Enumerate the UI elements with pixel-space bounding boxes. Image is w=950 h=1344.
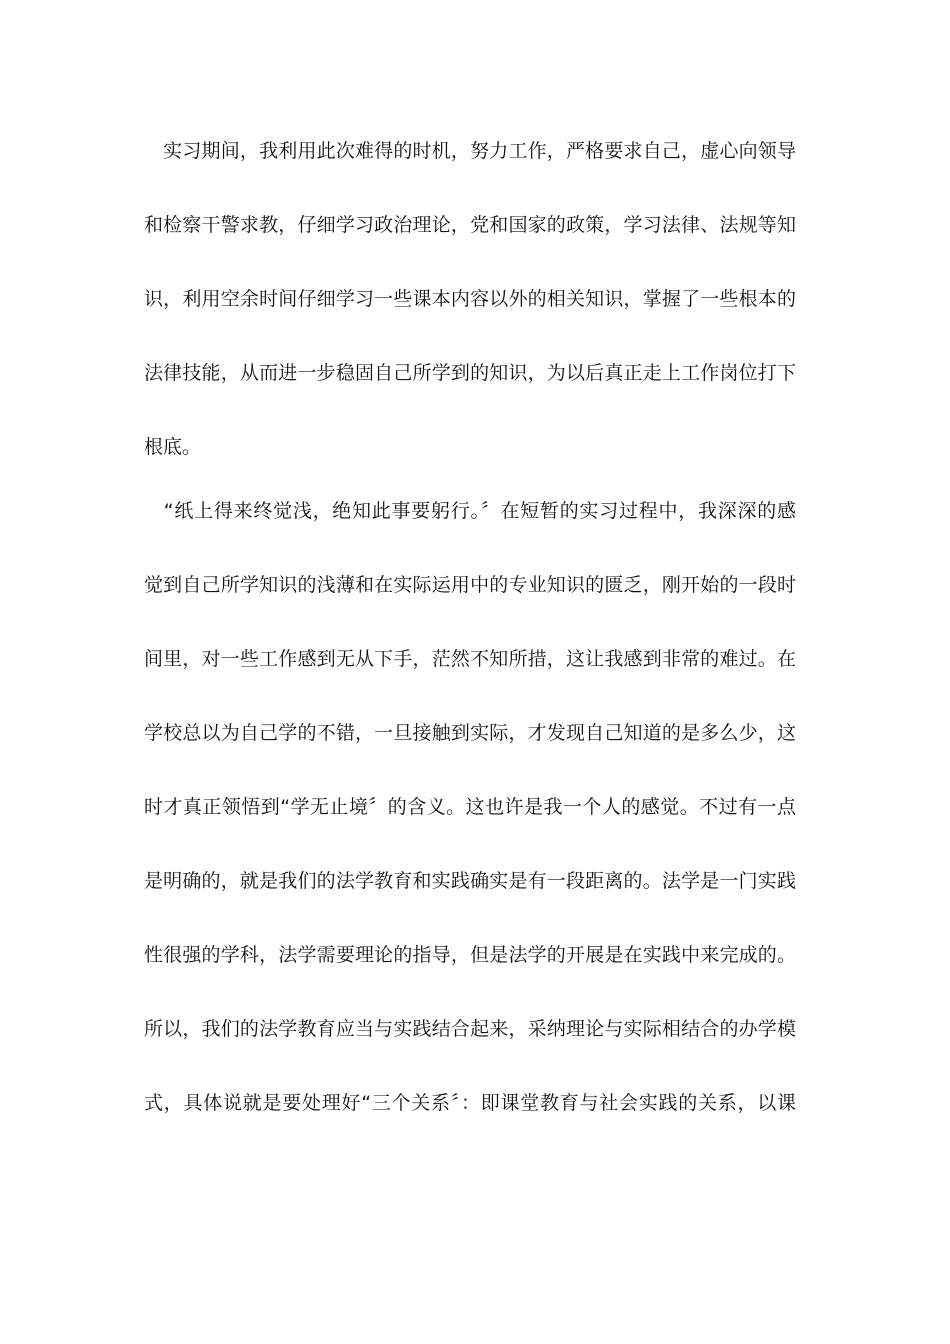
text-line: 觉到自己所学知识的浅薄和在实际运用中的专业知识的匮乏，刚开始的一段时	[144, 574, 796, 596]
text-line: 间里，对一些工作感到无从下手，茫然不知所措，这让我感到非常的难过。在	[144, 648, 796, 670]
text-line: 实习期间，我利用此次难得的时机，努力工作，严格要求自己，虚心向领导	[144, 140, 796, 162]
text-line: 式，具体说就是要处理好“三个关系〞：即课堂教育与社会实践的关系，以课	[144, 1092, 796, 1114]
text-line: “纸上得来终觉浅，绝知此事要躬行。〞在短暂的实习过程中，我深深的感	[144, 500, 796, 522]
text-line: 学校总以为自己学的不错，一旦接触到实际，才发现自己知道的是多么少，这	[144, 722, 796, 744]
text-line: 时才真正领悟到“学无止境〞的含义。这也许是我一个人的感觉。不过有一点	[144, 796, 796, 818]
text-line: 识，利用空余时间仔细学习一些课本内容以外的相关知识，掌握了一些根本的	[144, 288, 796, 310]
text-line: 法律技能，从而进一步稳固自己所学到的知识，为以后真正走上工作岗位打下	[144, 362, 796, 384]
text-line: 和检察干警求教，仔细学习政治理论，党和国家的政策，学习法律、法规等知	[144, 214, 796, 236]
text-line: 所以，我们的法学教育应当与实践结合起来，采纳理论与实际相结合的办学模	[144, 1018, 796, 1040]
text-line: 是明确的，就是我们的法学教育和实践确实是有一段距离的。法学是一门实践	[144, 870, 796, 892]
text-line: 性很强的学科，法学需要理论的指导，但是法学的开展是在实践中来完成的。	[144, 944, 796, 966]
text-line: 根底。	[144, 436, 202, 458]
